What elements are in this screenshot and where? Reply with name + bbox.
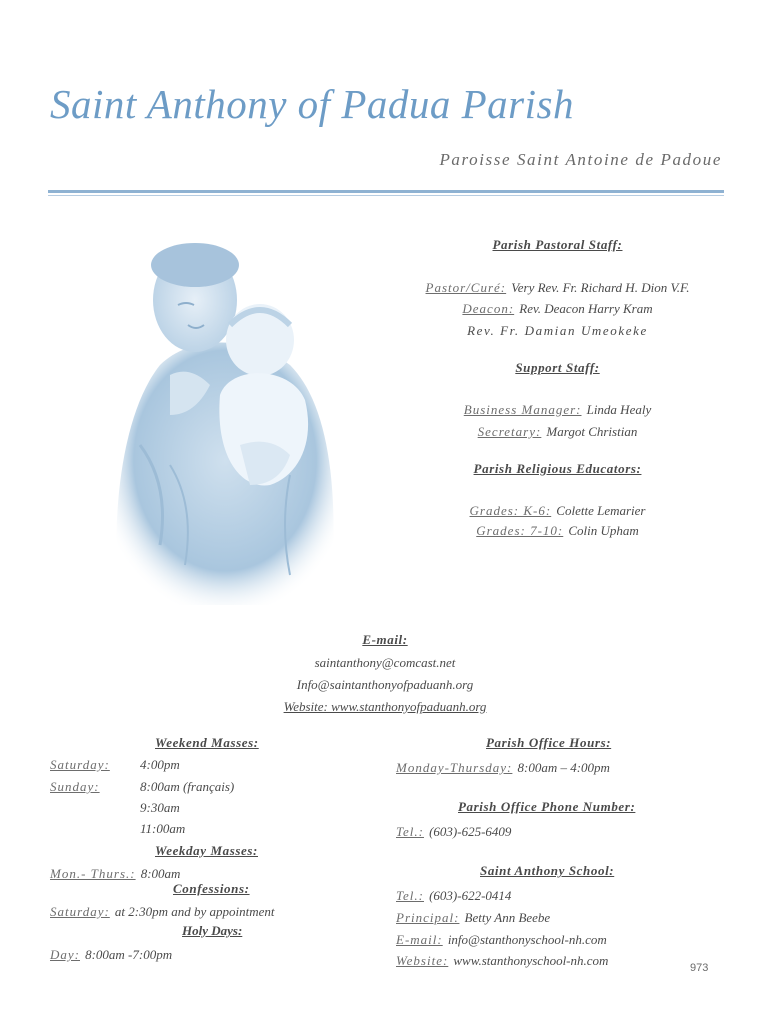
grades-k6-value: Colette Lemarier xyxy=(556,503,646,518)
holy-day-value: 8:00am -7:00pm xyxy=(85,947,173,962)
confessions-label: Saturday: xyxy=(50,904,110,919)
sunday-label: Sunday: xyxy=(50,779,100,794)
email-section xyxy=(180,632,590,648)
deacon-value: Rev. Deacon Harry Kram xyxy=(519,301,653,316)
weekday-line xyxy=(50,863,180,882)
school-website-line xyxy=(396,950,608,969)
pastor-label: Pastor/Curé: xyxy=(425,280,507,295)
grades-k6-label: Grades: K-6: xyxy=(469,503,552,518)
school-website-value[interactable]: www.stanthonyschool-nh.com xyxy=(453,953,609,968)
school-email-label: E-mail: xyxy=(396,932,443,947)
business-manager-label: Business Manager: xyxy=(463,402,582,417)
sunday-time-1: 8:00am (français) xyxy=(140,779,235,794)
pastor-line xyxy=(385,277,730,296)
support-staff-heading: Support Staff: xyxy=(515,360,600,375)
pastor-value: Very Rev. Fr. Richard H. Dion V.F. xyxy=(511,280,690,295)
office-hours-line xyxy=(396,757,610,776)
confessions-line xyxy=(50,901,274,920)
confessions-value: at 2:30pm and by appointment xyxy=(114,904,275,919)
school-email-line xyxy=(396,929,607,948)
school-email-value[interactable]: info@stanthonyschool-nh.com xyxy=(447,932,607,947)
school-website-label: Website: xyxy=(396,953,449,968)
school-principal-label: Principal: xyxy=(396,910,460,925)
school-heading: Saint Anthony School: xyxy=(480,863,615,878)
secretary-label: Secretary: xyxy=(477,424,542,439)
secretary-value: Margot Christian xyxy=(546,424,638,439)
office-phone-heading: Parish Office Phone Number: xyxy=(458,799,636,814)
weekend-masses-heading: Weekend Masses: xyxy=(155,735,259,750)
secretary-line xyxy=(385,421,730,440)
weekday-label: Mon.- Thurs.: xyxy=(50,866,136,881)
office-hours-heading: Parish Office Hours: xyxy=(486,735,612,750)
parish-title: Saint Anthony of Padua Parish xyxy=(50,81,574,127)
grades-710-line xyxy=(385,520,730,539)
holy-day-label: Day: xyxy=(50,947,80,962)
saturday-time: 4:00pm xyxy=(140,757,180,772)
office-hours-value: 8:00am – 4:00pm xyxy=(517,760,610,775)
pastoral-staff-heading: Parish Pastoral Staff: xyxy=(492,237,623,252)
holy-days-heading: Holy Days: xyxy=(182,923,243,938)
pastoral-staff-section xyxy=(385,237,730,253)
sunday-time-3: 11:00am xyxy=(140,821,186,836)
weekday-masses-heading: Weekday Masses: xyxy=(155,843,258,858)
deacon-line xyxy=(385,298,730,317)
page-number: 973 xyxy=(690,962,709,974)
business-manager-line xyxy=(385,399,730,418)
school-tel-line xyxy=(396,885,511,904)
parish-email-2[interactable]: Info@saintanthonyofpaduanh.org xyxy=(296,677,474,692)
weekday-time: 8:00am xyxy=(140,866,181,881)
parish-email-1[interactable]: saintanthony@comcast.net xyxy=(314,655,456,670)
educators-section xyxy=(385,461,730,477)
office-hours-label: Monday-Thursday: xyxy=(396,760,513,775)
saint-anthony-holding-child-image xyxy=(100,225,340,605)
grades-k6-line xyxy=(385,500,730,519)
office-phone-value[interactable]: (603)-625-6409 xyxy=(429,824,512,839)
grades-710-value: Colin Upham xyxy=(568,523,639,538)
school-tel-value[interactable]: (603)-622-0414 xyxy=(429,888,512,903)
holy-day-line xyxy=(50,944,172,963)
school-tel-label: Tel.: xyxy=(396,888,424,903)
priest-value: Rev. Fr. Damian Umeokeke xyxy=(467,323,648,338)
office-phone-label: Tel.: xyxy=(396,824,424,839)
parish-subtitle-french: Paroisse Saint Antoine de Padoue xyxy=(439,150,722,169)
parish-website-link[interactable]: Website: www.stanthonyofpaduanh.org xyxy=(283,699,487,714)
school-principal-value: Betty Ann Beebe xyxy=(464,910,551,925)
header-divider xyxy=(48,190,724,193)
email-heading: E-mail: xyxy=(362,632,408,647)
school-principal-line xyxy=(396,907,550,926)
support-staff-section xyxy=(385,360,730,376)
office-phone-line xyxy=(396,821,511,840)
educators-heading: Parish Religious Educators: xyxy=(473,461,642,476)
grades-710-label: Grades: 7-10: xyxy=(476,523,564,538)
business-manager-value: Linda Healy xyxy=(586,402,652,417)
sunday-time-2: 9:30am xyxy=(140,800,180,815)
header-divider-thin xyxy=(48,195,724,196)
priest-line xyxy=(385,320,730,339)
deacon-label: Deacon: xyxy=(462,301,515,316)
confessions-heading: Confessions: xyxy=(173,881,250,896)
saturday-label: Saturday: xyxy=(50,757,110,772)
